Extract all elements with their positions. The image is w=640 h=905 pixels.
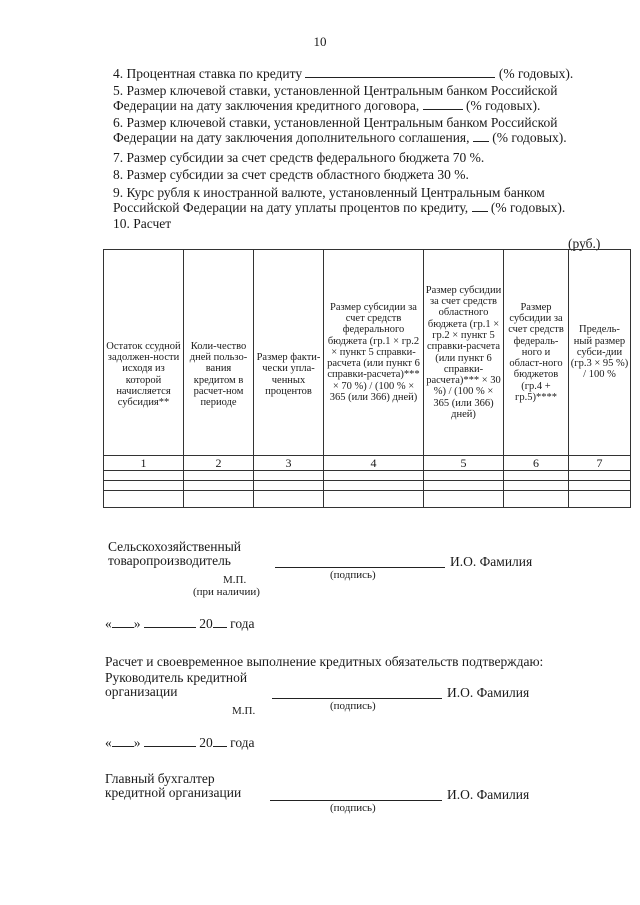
item-interest-rate [113,66,623,81]
key-rate-contract-blank [423,98,463,110]
column-number: 3 [254,456,324,471]
table-cell[interactable] [184,491,254,508]
item-key-rate-contract [113,83,623,113]
producer-label-line2: товаропроизводитель [108,553,231,568]
table-cell[interactable] [504,481,569,491]
table-cell[interactable] [504,471,569,481]
producer-signature-line[interactable] [275,567,445,568]
item-9-line2: Российской Федерации на дату уплаты процентов по кредиту, [113,200,469,215]
calculation-table [103,249,631,508]
date-field-1 [105,616,255,631]
table-cell[interactable] [424,471,504,481]
accountant-signature-caption: (подпись) [330,802,376,814]
table-row [104,471,631,481]
table-cell[interactable] [254,491,324,508]
head-stamp: М.П. [232,705,256,717]
column-number: 6 [504,456,569,471]
date-close-quote: » [133,735,141,750]
table-cell[interactable] [424,491,504,508]
day-blank[interactable] [112,616,134,628]
item-4-tail: (% годовых). [498,66,574,81]
producer-stamp: М.П. [223,574,247,586]
header-col-7: Предель-ный размер субси-дии (гр.3 × 95 %) / 100 % [569,250,631,456]
header-col-3: Размер факти-чески упла-ченных процентов [254,250,324,456]
accountant-label-line1: Главный бухгалтер [105,771,215,786]
column-number: 1 [104,456,184,471]
page-number: 10 [313,34,327,49]
date-suffix: года [230,616,255,631]
date-open-quote: « [105,616,112,631]
item-regional-share: 8. Размер субсидии за счет средств областного бюджета 30 %. [113,167,469,182]
table-cell[interactable] [104,471,184,481]
item-6-line1: 6. Размер ключевой ставки, установленной Центральным банком Российской [113,115,558,130]
item-4-text: 4. Процентная ставка по кредиту [113,66,303,81]
table-cell[interactable] [254,481,324,491]
item-5-line1: 5. Размер ключевой ставки, установленной Центральным банком Российской [113,83,558,98]
accountant-name: И.О. Фамилия [447,787,530,802]
exchange-rate-blank [472,200,488,212]
table-cell[interactable] [324,471,424,481]
table-cell[interactable] [104,481,184,491]
table-row [104,481,631,491]
day-blank[interactable] [112,735,134,747]
table-cell[interactable] [104,491,184,508]
header-col-1: Остаток ссудной задолжен-ности исходя из которой начисляется субсидия** [104,250,184,456]
item-9-tail: (% годовых). [490,200,566,215]
column-number: 4 [324,456,424,471]
interest-rate-blank [305,66,495,78]
table-unit: (руб.) [568,236,601,251]
item-key-rate-agreement [113,115,623,145]
table-cell[interactable] [504,491,569,508]
item-6-tail: (% годовых). [492,130,567,145]
key-rate-agreement-blank [473,130,489,142]
table-row [104,491,631,508]
producer-name: И.О. Фамилия [450,554,533,569]
accountant-label-line2: кредитной организации [105,785,242,800]
date-close-quote: » [133,616,141,631]
header-col-4: Размер субсидии за счет средств федерального бюджета (гр.1 × гр.2 × пункт 5 справки-расчета (или пункт 6 справки-расчета)*** × 70 %) / (100 % × 365 (или 366) дней) [324,250,424,456]
table-cell[interactable] [324,491,424,508]
head-signature-caption: (подпись) [330,700,376,712]
head-signature-line[interactable] [272,698,442,699]
producer-signature-caption: (подпись) [330,569,376,581]
table-header-row [104,250,631,456]
head-name: И.О. Фамилия [447,685,530,700]
year-prefix: 20 [199,616,213,631]
producer-stamp-note: (при наличии) [193,586,260,598]
column-number: 2 [184,456,254,471]
accountant-signature-line[interactable] [270,800,442,801]
year-blank[interactable] [213,735,227,747]
item-exchange-rate [113,185,623,215]
table-cell[interactable] [324,481,424,491]
table-cell[interactable] [184,481,254,491]
year-prefix: 20 [199,735,213,750]
column-number: 7 [569,456,631,471]
month-blank[interactable] [144,616,196,628]
column-number: 5 [424,456,504,471]
confirmation-text: Расчет и своевременное выполнение кредитных обязательств подтверждаю: [105,654,544,669]
table-cell[interactable] [569,481,631,491]
date-field-2 [105,735,255,750]
producer-label-line1: Сельскохозяйственный [108,539,242,554]
table-cell[interactable] [424,481,504,491]
head-label-line2: организации [105,684,178,699]
header-col-6: Размер субсидии за счет средств федераль-ного и област-ного бюджетов (гр.4 + гр.5)**** [504,250,569,456]
header-col-2: Коли-чество дней пользо-вания кредитом в расчет-ном периоде [184,250,254,456]
table-cell[interactable] [184,471,254,481]
date-suffix: года [230,735,255,750]
month-blank[interactable] [144,735,196,747]
item-federal-share: 7. Размер субсидии за счет средств федерального бюджета 70 %. [113,150,485,165]
column-number-row [104,456,631,471]
item-5-line2: Федерации на дату заключения кредитного договора, [113,98,420,113]
date-open-quote: « [105,735,112,750]
item-calculation-heading: 10. Расчет [113,216,172,231]
header-col-5: Размер субсидии за счет средств областного бюджета (гр.1 × гр.2 × пункт 5 справки-расчета (или пункт 6 справки-расчета)*** × 30 %) / (100 % × 365 (или 366) дней) [424,250,504,456]
year-blank[interactable] [213,616,227,628]
table-cell[interactable] [569,491,631,508]
item-5-tail: (% годовых). [465,98,541,113]
item-6-line2: Федерации на дату заключения дополнительного соглашения, [113,130,470,145]
table-cell[interactable] [254,471,324,481]
head-label-line1: Руководитель кредитной [105,670,248,685]
table-cell[interactable] [569,471,631,481]
item-9-line1: 9. Курс рубля к иностранной валюте, установленный Центральным банком [113,185,545,200]
